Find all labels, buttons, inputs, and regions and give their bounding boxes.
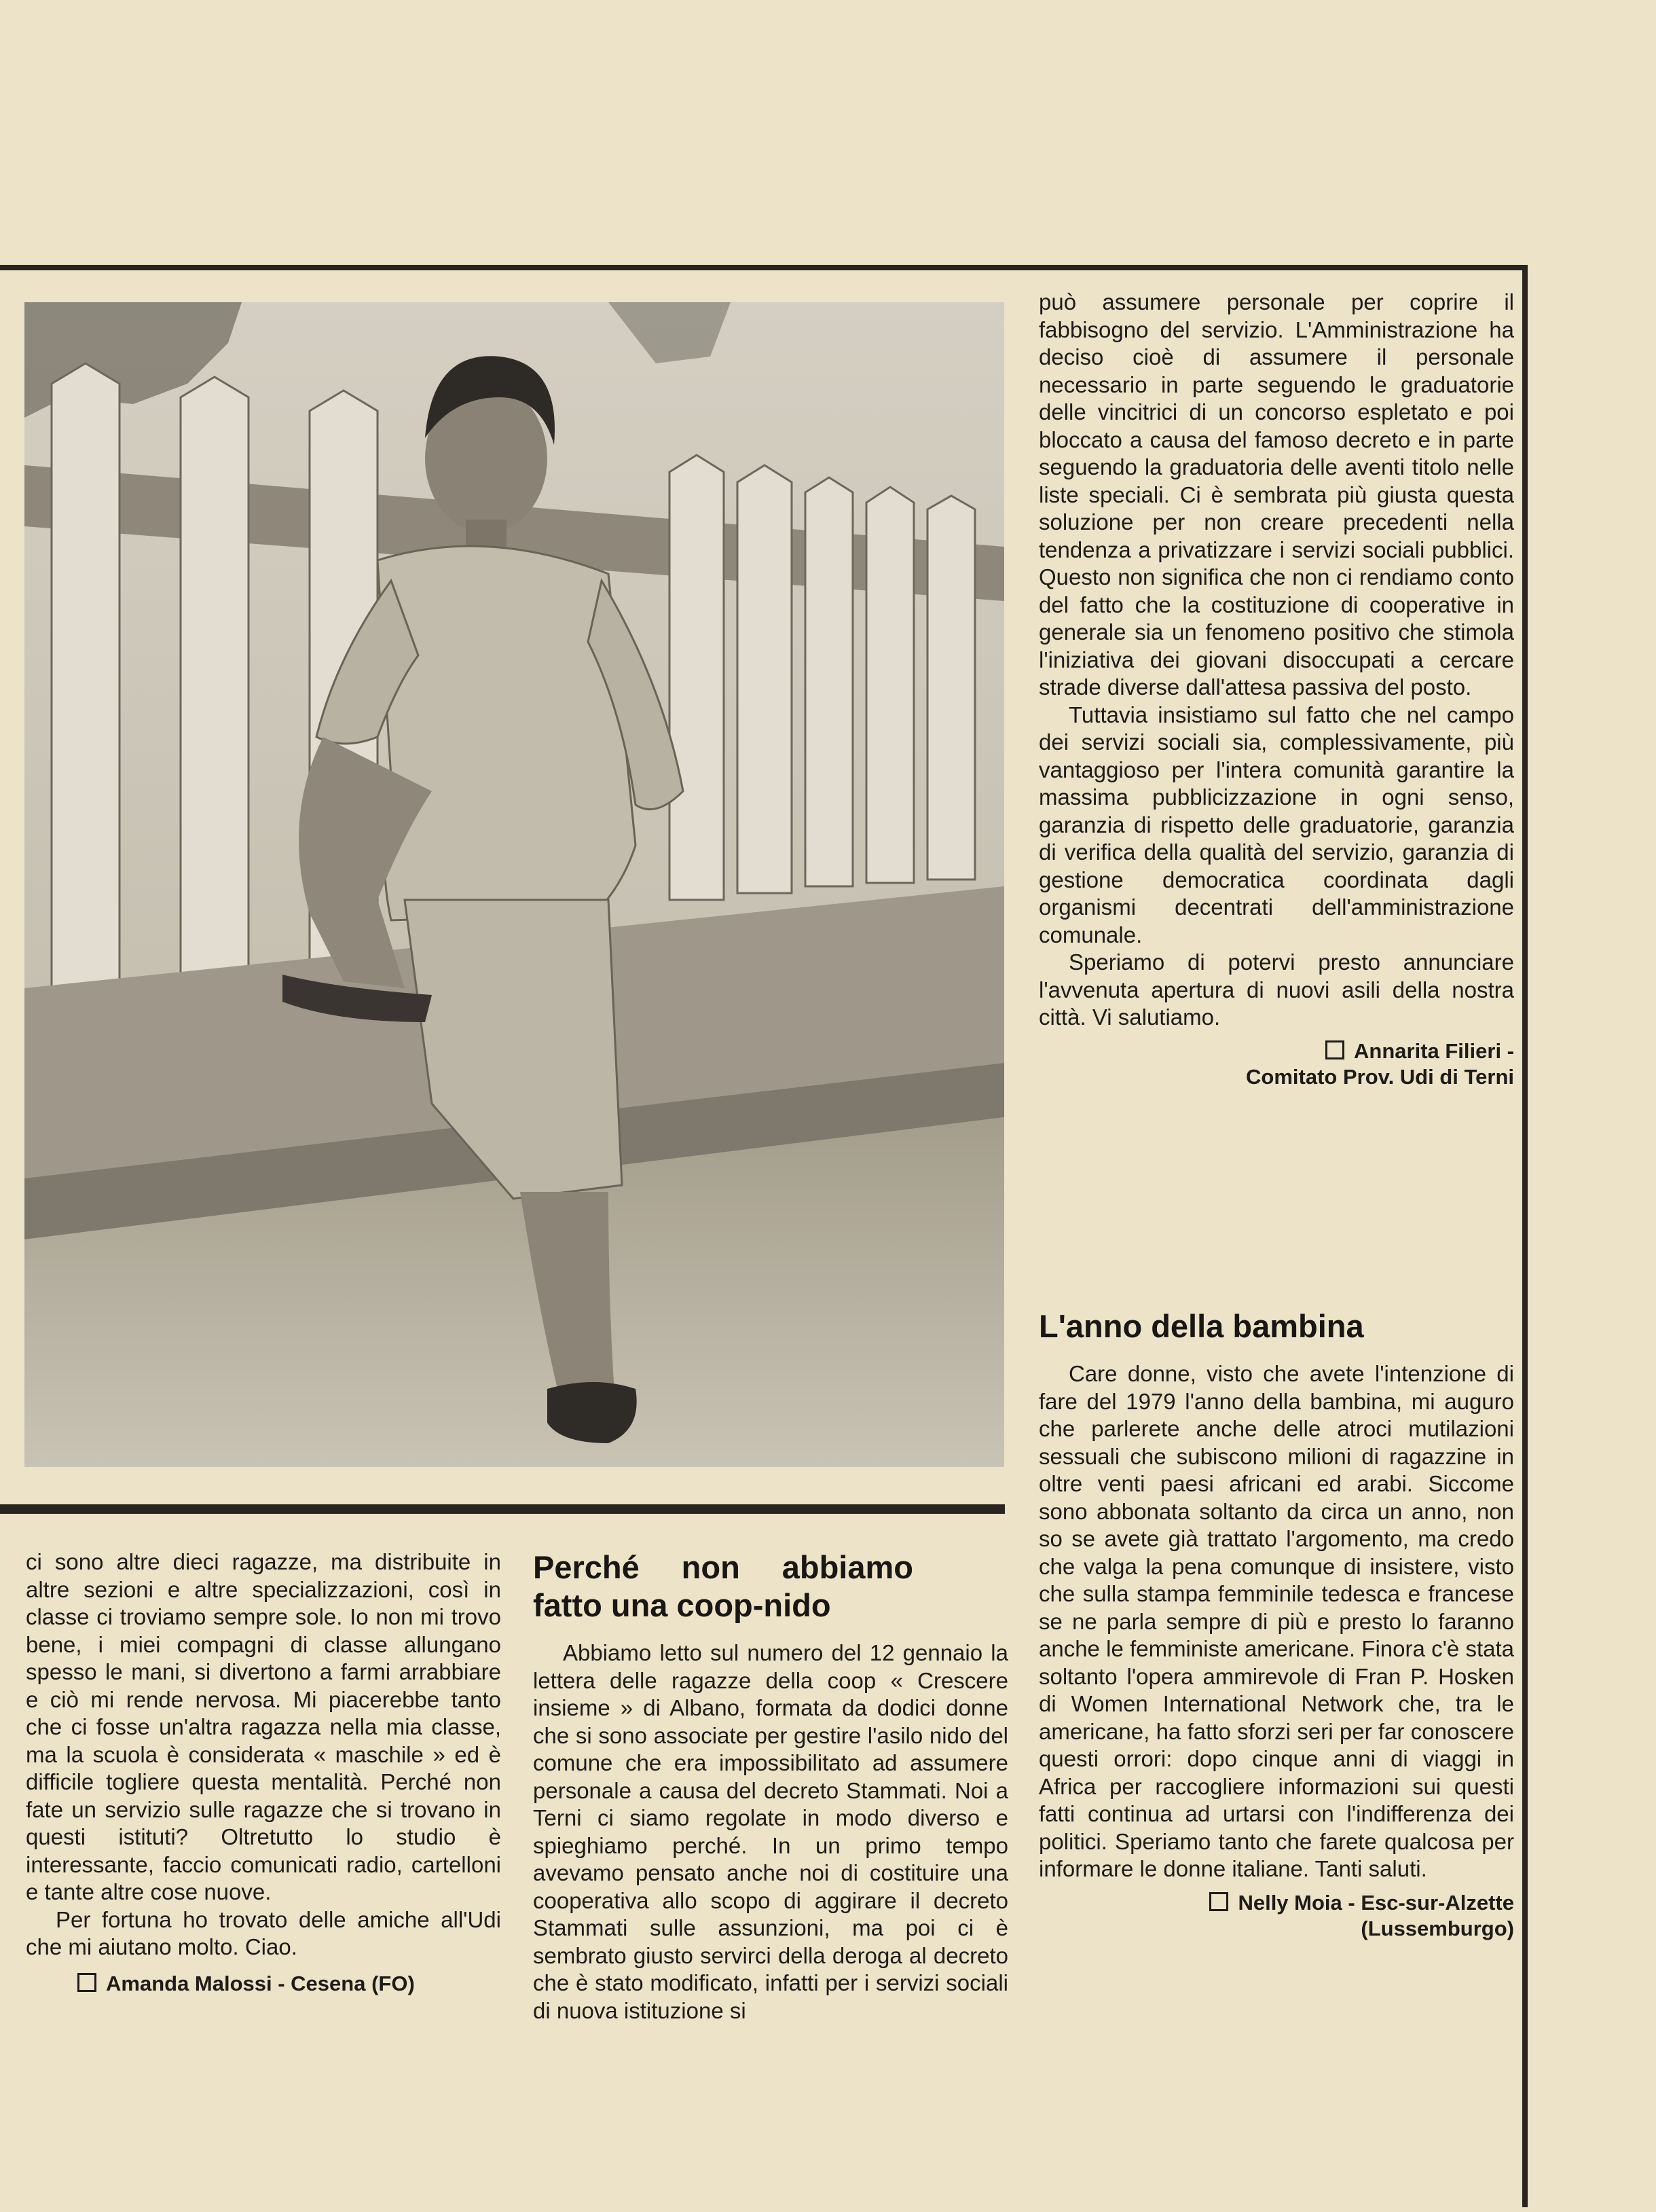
frame-top-rule [0, 265, 1528, 270]
signature-org: Comitato Prov. Udi di Terni [1246, 1064, 1514, 1089]
letter-terni-continuation [1039, 289, 1514, 1090]
signature [1039, 1890, 1514, 1942]
headline: L'anno della bambina [1039, 1308, 1364, 1344]
headline: Perché non abbiamo fatto una coop-nido [533, 1549, 913, 1623]
paragraph: ci sono altre dieci ragazze, ma distribuite in altre sezioni e altre specializzazioni, così in classe ci troviamo sempre sole. Io non mi trovo bene, i miei compagni di classe allungano spesso le mani, si divertono a farmi arrabbiare e ciò mi rende nervosa. Mi piacerebbe tanto che ci fosse un'altra ragazza nella mia classe, ma la scuola è considerata « maschile » ed è difficile togliere questa mentalità. Perché non fate un servizio sulle ragazze che si trovano in questi istituti? Oltretutto lo studio è interessante, faccio comunicati radio, cartelloni e tante altre cose nuove. [26, 1549, 501, 1904]
signature [1039, 1038, 1514, 1090]
signature-name: Nelly Moia - Esc-sur-Alzette [1238, 1890, 1514, 1915]
paragraph: Tuttavia insistiamo sul fatto che nel campo dei servizi sociali sia, complessivamente, più vantaggioso per l'intera comunità garantire la massima pubblicizzazione in ogni senso, garanzia di rispetto delle graduatorie, garanzia di verifica della qualità del servizio, garanzia di gestione democratica coordinata dagli organismi decentrati dell'amministrazione comunale. [1039, 702, 1514, 947]
signature-place: (Lussemburgo) [1361, 1916, 1514, 1940]
letter-anno-bambina [1039, 1307, 1514, 1942]
paragraph: Abbiamo letto sul numero del 12 gennaio la lettera delle ragazze della coop « Crescere insieme » di Albano, formata da dodici donne che si sono associate per gestire l'asilo nido del comune che era impossibilitato ad assumere personale a causa del decreto Stammati. Noi a Terni ci siamo regolate in modo diverso e spieghiamo perché. In un primo tempo avevamo pensato anche noi di costituire una cooperativa allo scopo di aggirare il decreto Stammati sulle assunzioni, ma poi ci è sembrato giusto servirci della deroga al decreto che è stato modificato, infatti per i servizi sociali di nuova istituzione si [533, 1640, 1008, 2023]
signature-name: Amanda Malossi - Cesena (FO) [106, 1971, 415, 1995]
checkbox-square-icon [77, 1973, 96, 1992]
paragraph: Speriamo di potervi presto annunciare l'avvenuta apertura di nuovi asili della nostra città. Vi salutiamo. [1039, 949, 1514, 1030]
paragraph: Per fortuna ho trovato delle amiche all'Udi che mi aiutano molto. Ciao. [26, 1906, 501, 1959]
checkbox-square-icon [1325, 1040, 1344, 1059]
paragraph: Care donne, visto che avete l'intenzione di fare del 1979 l'anno della bambina, mi auguro che parlerete anche delle atroci mutilazioni sessuali che subiscono milioni di ragazzine in oltre venti paesi africani ed arabi. Siccome sono abbonata soltanto da circa un anno, non so se avete già trattato l'argomento, ma credo che valga la pena comunque di insistere, visto che sulla stampa femminile tedesca e francese se ne parla sempre di più e presto lo faranno anche le femministe americane. Finora c'è stata soltanto l'opera ammirevole di Fran P. Hosken di Women International Network che, tra le americane, ha fatto sforzi seri per far conoscere questi orrori: dopo cinque anni di viaggi in Africa per raccogliere informazioni sui questi fatti continua ad urtarsi con l'indifferenza dei politici. Speriamo tanto che farete qualcosa per informare le donne italiane. Tanti saluti. [1039, 1361, 1514, 1881]
checkbox-square-icon [1209, 1892, 1228, 1911]
signature-name: Annarita Filieri - [1354, 1038, 1514, 1063]
signature [26, 1971, 501, 1997]
woman-leaning-on-fence-photo [24, 302, 1004, 1467]
letter-coop-nido [533, 1548, 1008, 2025]
letter-cesena-continuation [26, 1548, 501, 1997]
middle-rule [0, 1504, 1005, 1514]
paragraph: può assumere personale per coprire il fabbisogno del servizio. L'Amministrazione ha deciso cioè di assumere il personale necessario in parte seguendo le graduatorie delle vincitrici di un concorso espletato e poi bloccato a causa del famoso decreto e in parte seguendo la graduatoria delle aventi titolo nelle liste speciali. Ci è sembrata più giusta questa soluzione per non creare precedenti nella tendenza a privatizzare i servizi sociali pubblici. Questo non significa che non ci rendiamo conto del fatto che la costituzione di cooperative in generale sia un fenomeno positivo che stimola l'iniziativa dei giovani disoccupati a cercare strade diverse dall'attesa passiva del posto. [1039, 289, 1514, 700]
frame-right-rule [1522, 265, 1528, 2207]
